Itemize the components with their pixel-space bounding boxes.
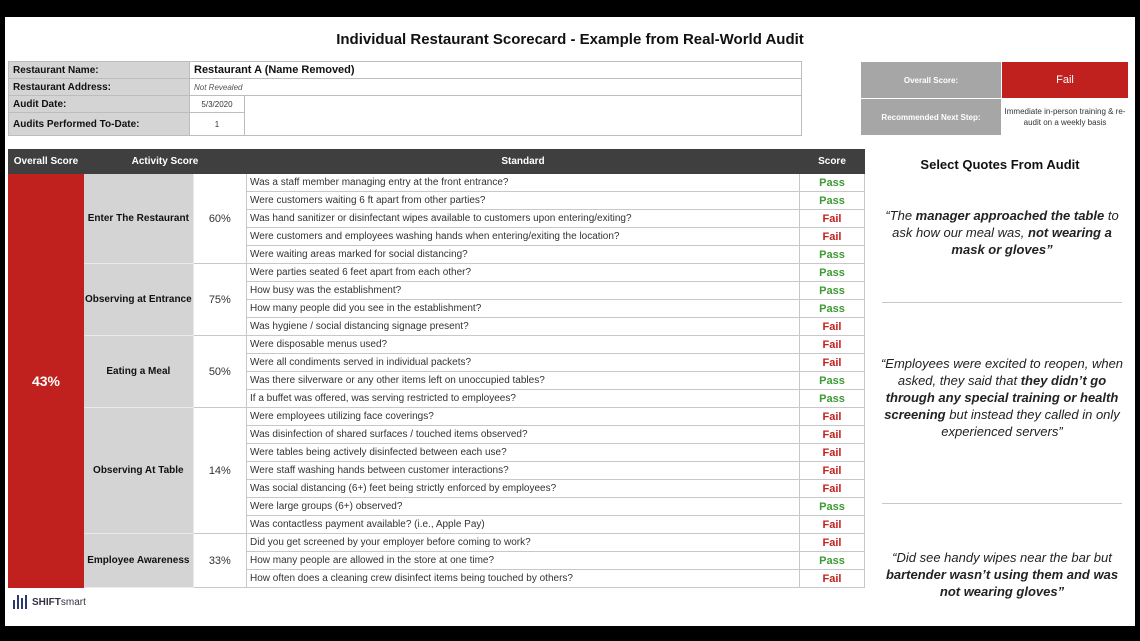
- standard-text: How many people did you see in the establishment?: [247, 300, 800, 318]
- page-title: Individual Restaurant Scorecard - Example from Real-World Audit: [336, 31, 804, 48]
- standard-score: Fail: [800, 228, 865, 246]
- restaurant-name-value: Restaurant A (Name Removed): [190, 62, 802, 79]
- standard-score: Pass: [800, 246, 865, 264]
- table-row: [9, 264, 865, 282]
- standard-score: Pass: [800, 372, 865, 390]
- standard-score: Fail: [800, 570, 865, 588]
- restaurant-name-label: Restaurant Name:: [9, 62, 190, 79]
- activity-name: Employee Awareness: [84, 534, 194, 588]
- standard-score: Fail: [800, 444, 865, 462]
- standard-text: Were large groups (6+) observed?: [247, 498, 800, 516]
- standard-score: Pass: [800, 552, 865, 570]
- overall-score-value: Fail: [1002, 62, 1129, 99]
- standard-text: How busy was the establishment?: [247, 282, 800, 300]
- standard-score: Pass: [800, 282, 865, 300]
- standard-score: Fail: [800, 318, 865, 336]
- standard-text: If a buffet was offered, was serving restricted to employees?: [247, 390, 800, 408]
- audits-count-value: 1: [190, 113, 245, 136]
- restaurant-info-table: [8, 61, 802, 136]
- audit-date-label: Audit Date:: [9, 96, 190, 113]
- table-row: [9, 336, 865, 354]
- activity-name: Observing At Table: [84, 408, 194, 534]
- standard-text: Were customers waiting 6 ft apart from other parties?: [247, 192, 800, 210]
- standard-text: Were all condiments served in individual packets?: [247, 354, 800, 372]
- standard-text: Was disinfection of shared surfaces / touched items observed?: [247, 426, 800, 444]
- standard-score: Pass: [800, 264, 865, 282]
- activity-score-percent: 60%: [193, 174, 246, 264]
- activity-score-percent: 75%: [193, 264, 246, 336]
- standard-text: How many people are allowed in the store at one time?: [247, 552, 800, 570]
- standard-score: Fail: [800, 210, 865, 228]
- activity-name: Eating a Meal: [84, 336, 194, 408]
- standard-score: Pass: [800, 192, 865, 210]
- activity-name: Enter The Restaurant: [84, 174, 194, 264]
- quotes-heading: Select Quotes From Audit: [920, 157, 1080, 172]
- audit-date-value: 5/3/2020: [190, 96, 245, 113]
- overall-score-label: Overall Score:: [861, 62, 1002, 99]
- header-overall-score: Overall Score: [9, 150, 84, 174]
- quote-3: “Did see handy wipes near the bar but bartender wasn’t using them and was not wearing gloves”: [885, 550, 1119, 599]
- standard-text: Was hand sanitizer or disinfectant wipes available to customers upon entering/exiting?: [247, 210, 800, 228]
- standard-score: Fail: [800, 336, 865, 354]
- standard-score: Fail: [800, 534, 865, 552]
- standard-text: Was a staff member managing entry at the front entrance?: [247, 174, 800, 192]
- standard-text: How often does a cleaning crew disinfect items being touched by others?: [247, 570, 800, 588]
- activity-score-percent: 14%: [193, 408, 246, 534]
- header-standard: Standard: [247, 150, 800, 174]
- standard-text: Was social distancing (6+) feet being strictly enforced by employees?: [247, 480, 800, 498]
- header-activity-score: Activity Score: [84, 150, 247, 174]
- restaurant-address-label: Restaurant Address:: [9, 79, 190, 96]
- header-score: Score: [800, 150, 865, 174]
- standard-score: Pass: [800, 300, 865, 318]
- restaurant-address-value: Not Revealed: [190, 79, 802, 96]
- standard-score: Fail: [800, 426, 865, 444]
- quote-divider: [882, 503, 1122, 504]
- table-row: [9, 534, 865, 552]
- scorecard-page: [5, 17, 1135, 626]
- table-row: [9, 174, 865, 192]
- activity-name: Observing at Entrance: [84, 264, 194, 336]
- standard-text: Was contactless payment available? (i.e., Apple Pay): [247, 516, 800, 534]
- activity-score-percent: 50%: [193, 336, 246, 408]
- standard-score: Fail: [800, 516, 865, 534]
- standard-text: Were customers and employees washing hands when entering/exiting the location?: [247, 228, 800, 246]
- audits-count-label: Audits Performed To-Date:: [9, 113, 190, 136]
- logo-bars-icon: [13, 595, 27, 609]
- standard-score: Pass: [800, 390, 865, 408]
- standard-text: Was hygiene / social distancing signage present?: [247, 318, 800, 336]
- standard-score: Fail: [800, 480, 865, 498]
- standard-score: Pass: [800, 498, 865, 516]
- quote-divider: [882, 302, 1122, 303]
- standard-text: Were disposable menus used?: [247, 336, 800, 354]
- quote-1: “The manager approached the table to ask how our meal was, not wearing a mask or gloves”: [885, 208, 1119, 257]
- shiftsmart-logo: SHIFTsmart: [13, 595, 86, 609]
- standard-score: Pass: [800, 174, 865, 192]
- activity-score-percent: 33%: [193, 534, 246, 588]
- standard-score: Fail: [800, 462, 865, 480]
- quote-2: “Employees were excited to reopen, when asked, they said that they didn’t go through any special training or health screening but instead they called in only experienced servers”: [880, 356, 1124, 439]
- standard-score: Fail: [800, 408, 865, 426]
- next-step-value: Immediate in-person training & re-audit on a weekly basis: [1002, 99, 1129, 136]
- standard-text: Were staff washing hands between customer interactions?: [247, 462, 800, 480]
- standard-text: Was there silverware or any other items left on unoccupied tables?: [247, 372, 800, 390]
- overall-result-box: [860, 61, 1129, 136]
- overall-score-percent: 43%: [9, 174, 84, 588]
- audit-standards-table: [8, 149, 865, 588]
- standard-text: Were parties seated 6 feet apart from each other?: [247, 264, 800, 282]
- standard-text: Were tables being actively disinfected between each use?: [247, 444, 800, 462]
- standard-score: Fail: [800, 354, 865, 372]
- standard-text: Were employees utilizing face coverings?: [247, 408, 800, 426]
- table-row: [9, 408, 865, 426]
- standard-text: Were waiting areas marked for social distancing?: [247, 246, 800, 264]
- next-step-label: Recommended Next Step:: [861, 99, 1002, 136]
- standard-text: Did you get screened by your employer before coming to work?: [247, 534, 800, 552]
